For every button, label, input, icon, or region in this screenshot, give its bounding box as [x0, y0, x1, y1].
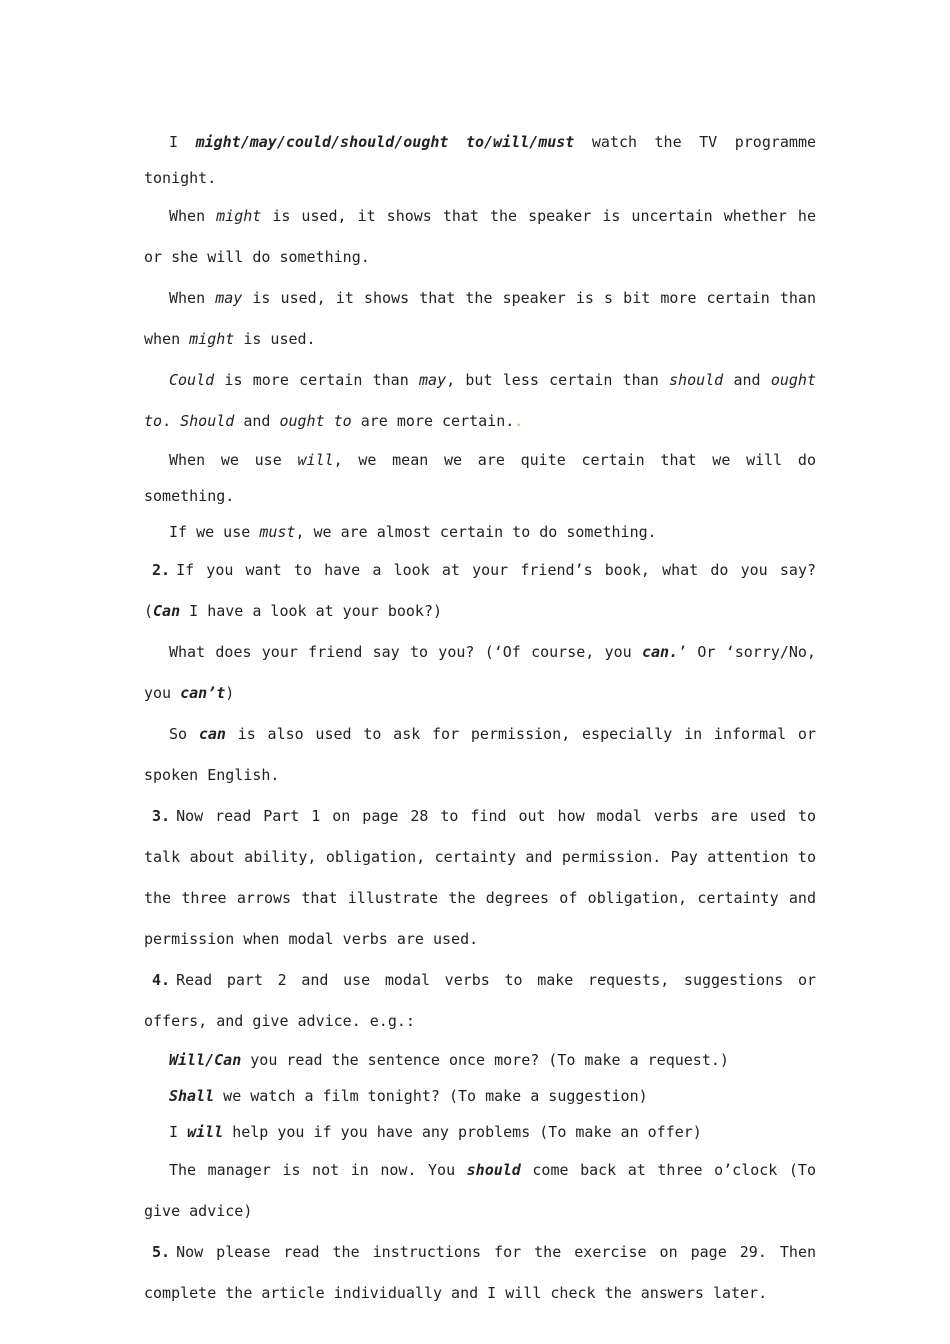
text: I: [169, 133, 196, 151]
question-3: [144, 796, 816, 960]
term: will: [187, 1123, 224, 1141]
term: Will/Can: [169, 1051, 242, 1069]
question-4: [144, 960, 816, 1042]
term: must: [259, 523, 296, 541]
term: may: [419, 371, 447, 389]
text: is also used to ask for permission, especially in informal or spoken English.: [144, 725, 816, 784]
example-advice: [144, 1150, 816, 1232]
stray-mark: .: [514, 412, 524, 430]
text: watch the TV programme tonight.: [144, 133, 817, 187]
item-number: 4.: [152, 971, 171, 989]
term: might: [189, 330, 235, 348]
item-number: 5.: [152, 1243, 171, 1261]
text: is used, it shows that the speaker is s bit more certain than when: [144, 289, 816, 348]
term: can.: [641, 643, 679, 661]
paragraph-friend-reply: [144, 632, 816, 714]
text: Read part 2 and use modal verbs to make requests, suggestions or offers, and give advice. e.g.:: [144, 971, 816, 1030]
term: can: [198, 725, 226, 743]
text: Now please read the instructions for the exercise on page 29. Then complete the article individually and I will check the answers later.: [144, 1243, 816, 1302]
text: If we use: [169, 523, 260, 541]
text: What does your friend say to you? (‘Of course, you: [169, 643, 642, 661]
paragraph-could: [144, 360, 816, 442]
term: Shall: [169, 1087, 215, 1105]
text: .: [162, 412, 181, 430]
text: , we are almost certain to do something.: [295, 523, 657, 541]
example-offer: [144, 1114, 816, 1150]
item-number: 3.: [152, 807, 171, 825]
document-page: [144, 124, 816, 1314]
text: ): [225, 684, 235, 702]
text: we watch a film tonight? (To make a suggestion): [214, 1087, 648, 1105]
text: come back at three o’clock (To give advice): [144, 1161, 816, 1220]
term: should: [669, 371, 724, 389]
term: might: [216, 207, 262, 225]
text: I: [169, 1123, 188, 1141]
question-5: [144, 1232, 816, 1314]
text: When we use: [169, 451, 298, 469]
text: help you if you have any problems (To make an offer): [223, 1123, 702, 1141]
paragraph-must: [144, 514, 816, 550]
term: Could: [169, 371, 215, 389]
text: is used, it shows that the speaker is uncertain whether he or she will do something.: [144, 207, 816, 266]
text: So: [169, 725, 199, 743]
text: is used.: [234, 330, 316, 348]
text: , but less certain than: [446, 371, 670, 389]
modal-verbs-list: might/may/could/should/ought to/will/must: [195, 133, 575, 151]
text: , we mean we are quite certain that we will do something.: [144, 451, 816, 505]
example-sentence: [144, 124, 816, 196]
example-suggestion: [144, 1078, 816, 1114]
paragraph-may: [144, 278, 816, 360]
text: Now read Part 1 on page 28 to find out how modal verbs are used to talk about ability, obligation, certainty and permission. Pay attention to the three arrows that illustrate the degrees of obligation, certainty and permission when modal verbs are used.: [144, 807, 816, 948]
example-request: [144, 1042, 816, 1078]
term: ought to: [279, 412, 352, 430]
text: When: [169, 207, 217, 225]
text: The manager is not in now. You: [169, 1161, 467, 1179]
question-2: [144, 550, 816, 632]
term: Should: [180, 412, 235, 430]
text: When: [169, 289, 216, 307]
paragraph-might: [144, 196, 816, 278]
text: and: [234, 412, 280, 430]
text: ’ Or ‘sorry/No, you: [144, 643, 816, 702]
text: you read the sentence once more? (To make a request.): [241, 1051, 729, 1069]
paragraph-will: [144, 442, 816, 514]
item-number: 2.: [152, 561, 171, 579]
term: Can: [153, 602, 181, 620]
term: should: [466, 1161, 521, 1179]
paragraph-can-permission: [144, 714, 816, 796]
text: I have a look at your book?): [180, 602, 443, 620]
text: If you want to have a look at your friend’s book, what do you say? (: [144, 561, 816, 620]
text: is more certain than: [214, 371, 420, 389]
term: ought to: [144, 371, 816, 430]
text: are more certain.: [351, 412, 515, 430]
term: will: [297, 451, 334, 469]
text: and: [723, 371, 771, 389]
term: may: [215, 289, 243, 307]
term: can’t: [180, 684, 226, 702]
